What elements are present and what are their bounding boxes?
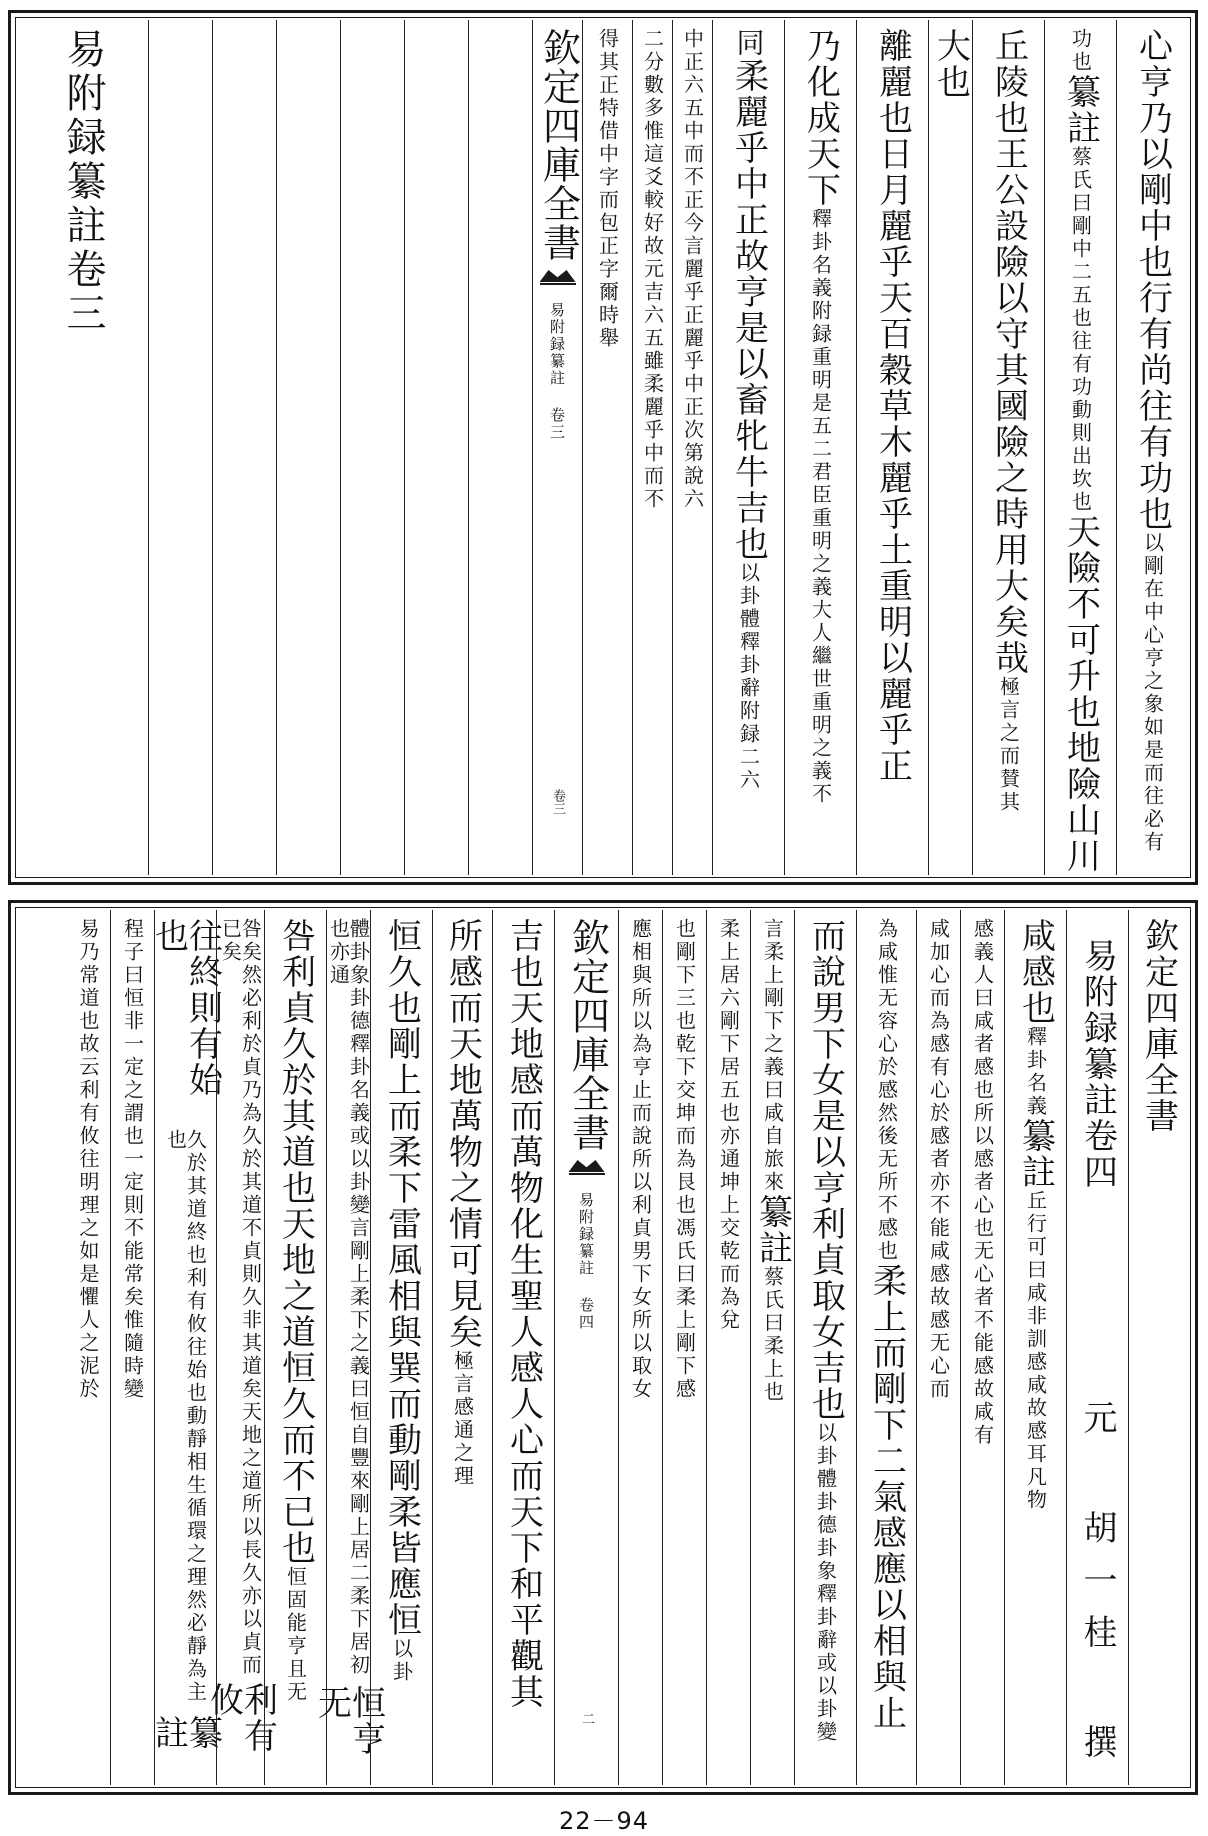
text-line: 咸感也 bbox=[1015, 918, 1056, 1026]
text-line: 同 bbox=[732, 28, 766, 58]
text-column bbox=[1004, 910, 1066, 1785]
text-line: 柔上而剛下二氣感應以相與止 bbox=[866, 1263, 907, 1731]
text-line: 應相與所以為亨止而說所以利貞男下女所以取女 bbox=[628, 918, 653, 1401]
text-column bbox=[928, 20, 972, 875]
lower-page bbox=[8, 900, 1198, 1795]
text-line: 所感而天地萬物之情可見矣 bbox=[442, 918, 483, 1350]
text-column bbox=[492, 910, 554, 1785]
text-column bbox=[618, 910, 662, 1785]
text-line: 以剛在中心亨之象如是而往必有 bbox=[1140, 532, 1165, 854]
text-column bbox=[632, 20, 672, 875]
centre-column-subtitle: 易附録纂註 卷四 bbox=[577, 1192, 595, 1331]
text-line: 功也 bbox=[1068, 28, 1093, 74]
text-column bbox=[110, 910, 154, 1785]
text-line: 吉也天地感而萬物化生聖人感人心而天下和平觀其 bbox=[503, 918, 544, 1710]
text-line: 釋卦名義 bbox=[1023, 1026, 1048, 1118]
page-number: 22－94 bbox=[558, 1807, 650, 1835]
text-column bbox=[672, 20, 712, 875]
text-column bbox=[582, 20, 632, 875]
text-line: 極言感通之理 bbox=[450, 1350, 475, 1488]
text-column bbox=[340, 20, 404, 875]
text-line: 往終則有始也 bbox=[148, 918, 223, 1098]
text-line: 感義人曰咸者感也所以感者心也无心者不能感故咸有 bbox=[970, 918, 995, 1447]
text-line: 咎利貞久於其道也天地之道恒久而不已也 bbox=[275, 918, 316, 1566]
text-column bbox=[66, 910, 110, 1785]
text-column bbox=[916, 910, 960, 1785]
text-column bbox=[972, 20, 1044, 875]
text-line: 極言之而賛其 bbox=[996, 676, 1021, 814]
text-line: 丘行可曰咸非訓感咸故感耳凡物 bbox=[1023, 1190, 1048, 1512]
text-column bbox=[370, 910, 432, 1785]
book-title-column bbox=[1066, 910, 1128, 1785]
upper-page bbox=[8, 10, 1198, 885]
fish-tail-ornament bbox=[567, 1160, 607, 1186]
text-column bbox=[662, 910, 706, 1785]
text-line: 咸加心而為感有心於感者亦不能咸感故感无心而 bbox=[926, 918, 951, 1401]
text-column bbox=[856, 910, 916, 1785]
text-line: 程子曰恒非一定之謂也一定則不能常矣惟隨時變 bbox=[120, 918, 145, 1401]
text-line: 得其正特借中字而包正字爾時舉 bbox=[595, 28, 620, 350]
text-column bbox=[712, 20, 784, 875]
text-line: 易乃常道也故云利有攸往明理之如是懼人之泥於 bbox=[76, 918, 100, 1401]
centre-column-subtitle: 易附録纂註 卷三 bbox=[548, 302, 566, 441]
text-column bbox=[276, 20, 340, 875]
text-column bbox=[532, 20, 582, 875]
text-line: 中正六五中而不正今言麗乎正麗乎中正次第說六 bbox=[680, 28, 705, 511]
text-line: 纂註 bbox=[148, 1714, 223, 1751]
text-line: 蔡氏曰柔上也 bbox=[760, 1266, 785, 1404]
text-line: 利有攸 bbox=[203, 1682, 278, 1755]
text-column bbox=[750, 910, 794, 1785]
text-column bbox=[856, 20, 928, 875]
text-line: 天險不可升也地險山川 bbox=[1060, 514, 1101, 874]
text-line: 咎矣然必利於貞乃為久於其道不貞則久非其道矣天地之道所以長久亦以貞而已矣 bbox=[218, 918, 263, 1677]
text-column bbox=[554, 910, 618, 1785]
text-column bbox=[784, 20, 856, 875]
text-line: 釋卦名義附録重明是五二君臣重明之義大人繼世重明之義不 bbox=[808, 208, 833, 806]
centre-column-title: 欽定四庫全書 bbox=[536, 28, 581, 262]
text-column bbox=[432, 910, 492, 1785]
text-line: 二分數多惟這爻較好故元吉六五雖柔麗乎中而不 bbox=[640, 28, 665, 511]
text-line: 離麗也日月麗乎天百穀草木麗乎土重明以麗乎正 bbox=[872, 28, 913, 784]
lower-page-columns bbox=[18, 910, 1188, 1785]
collection-title: 欽定四庫全書 bbox=[1138, 918, 1179, 1134]
text-column bbox=[404, 20, 468, 875]
text-line: 柔麗乎中正故亨是以畜牝牛吉也 bbox=[728, 58, 769, 562]
text-line: 大也 bbox=[930, 28, 971, 100]
text-line: 丘陵也王公設險以守其國險之時用大矣哉 bbox=[988, 28, 1029, 676]
text-column bbox=[264, 910, 326, 1785]
text-column bbox=[18, 20, 148, 875]
text-column bbox=[148, 910, 223, 1785]
text-column bbox=[203, 910, 278, 1785]
text-column bbox=[468, 20, 532, 875]
text-line: 乃化成天下 bbox=[800, 28, 841, 208]
text-line: 為咸惟无容心於感然後无所不感也 bbox=[874, 918, 899, 1263]
folio-number: 二 bbox=[579, 1712, 594, 1725]
text-line: 纂註 bbox=[1015, 1118, 1056, 1190]
centre-column-title: 欽定四庫全書 bbox=[565, 918, 610, 1152]
book-title: 易附録纂註卷四 bbox=[1077, 938, 1118, 1190]
text-column bbox=[212, 20, 276, 875]
text-column bbox=[311, 910, 386, 1785]
text-line: 以卦體卦德卦象釋卦辭或以卦變 bbox=[813, 1422, 838, 1744]
text-line: 以卦 bbox=[389, 1638, 414, 1684]
upper-page-columns bbox=[18, 20, 1188, 875]
text-line: 恒固能亨且无 bbox=[283, 1566, 308, 1704]
text-line: 纂註 bbox=[1060, 74, 1101, 146]
folio-number: 卷三 bbox=[550, 789, 565, 815]
text-column bbox=[794, 910, 856, 1785]
text-column bbox=[706, 910, 750, 1785]
text-line: 蔡氏曰剛中二五也往有功動則出坎也 bbox=[1068, 146, 1093, 514]
text-column bbox=[148, 20, 212, 875]
fish-tail-ornament bbox=[538, 270, 578, 296]
text-column bbox=[960, 910, 1004, 1785]
text-line: 恒亨无 bbox=[311, 1684, 386, 1757]
text-line: 柔上居六剛下居五也亦通坤上交乾而為兌 bbox=[716, 918, 741, 1332]
text-line: 也剛下三也乾下交坤而為艮也馮氏曰柔上剛下感 bbox=[672, 918, 697, 1401]
text-column bbox=[1044, 20, 1116, 875]
text-line: 而說男下女是以亨利貞取女吉也 bbox=[805, 918, 846, 1422]
text-line: 恒久也剛上而柔下雷風相與巽而動剛柔皆應恒 bbox=[381, 918, 422, 1638]
text-line: 以卦體釋卦辭附録二六 bbox=[736, 562, 761, 792]
text-line: 心亨乃以剛中也行有尚往有功也 bbox=[1132, 28, 1173, 532]
volume-title: 易附録纂註卷三 bbox=[60, 28, 106, 336]
author-line: 元 胡一桂 撰 bbox=[1077, 1400, 1117, 1776]
text-line: 久於其道終也利有攸往始也動靜相生循環之理然必靜為主也 bbox=[163, 1129, 208, 1705]
text-line: 言柔上剛下之義曰咸自旅來 bbox=[760, 918, 785, 1194]
text-line: 纂註 bbox=[752, 1194, 793, 1266]
title-column bbox=[1128, 910, 1188, 1785]
text-column bbox=[1116, 20, 1188, 875]
text-line: 體卦象卦德釋卦名義或以卦變言剛上柔下之義曰恒自豐來剛上居二柔下居初也亦通 bbox=[326, 918, 371, 1677]
